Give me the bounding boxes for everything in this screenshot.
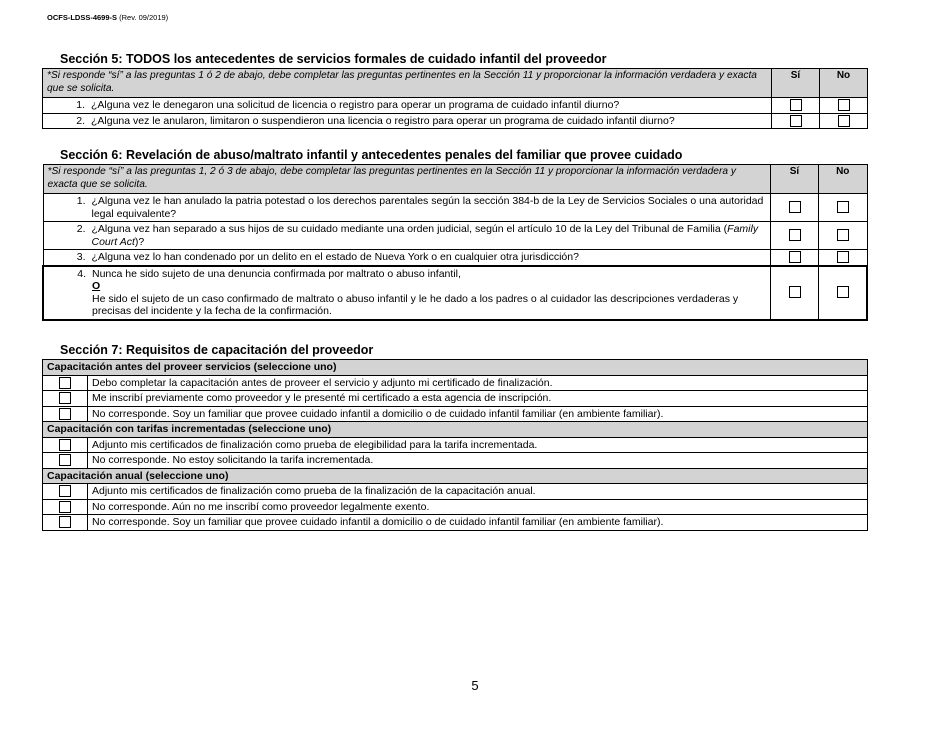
q4-or: O	[92, 280, 101, 292]
section7-table	[42, 359, 868, 531]
question-text-part: )?	[134, 235, 145, 248]
s6q1-no-checkbox[interactable]	[837, 201, 849, 213]
section6-title: Sección 6: Revelación de abuso/maltrato infantil y antecedentes penales del familiar que provee cuidado	[60, 148, 683, 162]
option-checkbox[interactable]	[59, 454, 71, 466]
section6-yes-header: Sí	[771, 165, 819, 194]
form-id	[47, 13, 168, 22]
q4-line2: He sido el sujeto de un caso confirmado de maltrato o abuso infantil y le he dado a los padres o al cuidador las descripciones verdaderas y precisas del incidente y la fecha de la confirmación.	[92, 292, 739, 317]
option-row	[43, 375, 868, 391]
section6-question-1	[43, 194, 867, 222]
option-checkbox[interactable]	[59, 408, 71, 420]
question-number: 4.	[77, 267, 86, 280]
option-text: Me inscribí previamente como proveedor y le presenté mi certificado a esta agencia de inscripción.	[88, 391, 868, 407]
q4-line1: Nunca he sido sujeto de una denuncia confirmada por maltrato o abuso infantil,	[92, 267, 461, 280]
section5-note: *Si responde “sí” a las preguntas 1 ó 2 de abajo, debe completar las preguntas pertinentes en la Sección 11 y proporcionar la información verdadera y exacta que se solicita.	[43, 69, 772, 98]
section6-no-header: No	[819, 165, 868, 194]
question-number: 1.	[76, 195, 86, 207]
section5-title: Sección 5: TODOS los antecedentes de servicios formales de cuidado infantil del proveedor	[60, 52, 607, 66]
group-heading-pre-service: Capacitación antes del proveer servicios (seleccione uno)	[43, 360, 868, 376]
s5q1-yes-checkbox[interactable]	[790, 99, 802, 111]
question-number: 2.	[76, 114, 85, 127]
group-heading-enhanced-rate: Capacitación con tarifas incrementadas (seleccione uno)	[43, 422, 868, 438]
option-row	[43, 499, 868, 515]
s5q2-yes-checkbox[interactable]	[790, 115, 802, 127]
option-text: No corresponde. No estoy solicitando la tarifa incrementada.	[88, 453, 868, 469]
section7-title: Sección 7: Requisitos de capacitación del proveedor	[60, 343, 374, 357]
question-text-part: ¿Alguna vez han separado a sus hijos de su cuidado mediante una orden judicial, según el artículo 10 de la Ley del Tribunal de Familia (	[91, 223, 728, 235]
question-text	[92, 268, 766, 318]
section6-note: *Si responde “sí” a las preguntas 1, 2 ó 3 de abajo, debe completar las preguntas pertinentes en la Sección 11 y proporcionar la información verdadera y exacta que se solicita.	[43, 165, 771, 194]
option-row	[43, 391, 868, 407]
question-text: ¿Alguna vez le denegaron una solicitud de licencia o registro para operar un programa de cuidado infantil diurno?	[91, 99, 620, 111]
section5-no-header: No	[820, 69, 868, 98]
form-code: OCFS-LDSS-4699-S	[47, 13, 118, 22]
group-heading-annual: Capacitación anual (seleccione uno)	[43, 468, 868, 484]
question-text: ¿Alguna vez le anularon, limitaron o suspendieron una licencia o registro para operar un programa de cuidado infantil diurno?	[91, 114, 675, 127]
question-number: 1.	[76, 99, 85, 111]
section6-question-4	[43, 266, 867, 320]
option-text: No corresponde. Soy un familiar que provee cuidado infantil a domicilio o de cuidado infantil familiar (en ambiente familiar).	[88, 406, 868, 422]
section6-question-3	[43, 250, 867, 266]
section5-question-2	[43, 113, 868, 129]
page-number: 5	[471, 678, 479, 693]
question-text	[92, 223, 766, 248]
form-revision: (Rev. 09/2019)	[119, 13, 169, 22]
option-text: Debo completar la capacitación antes de proveer el servicio y adjunto mi certificado de finalización.	[88, 375, 868, 391]
option-text: Adjunto mis certificados de finalización como prueba de la finalización de la capacitación anual.	[88, 484, 868, 500]
option-row	[43, 515, 868, 531]
option-text: No corresponde. Aún no me inscribí como proveedor legalmente exento.	[88, 499, 868, 515]
option-checkbox[interactable]	[59, 392, 71, 404]
section6-table	[42, 164, 868, 321]
section6-question-2	[43, 222, 867, 250]
section5-table	[42, 68, 868, 129]
option-row	[43, 453, 868, 469]
option-text: No corresponde. Soy un familiar que provee cuidado infantil a domicilio o de cuidado infantil familiar (en ambiente familiar).	[88, 515, 868, 531]
option-checkbox[interactable]	[59, 377, 71, 389]
s5q2-no-checkbox[interactable]	[838, 115, 850, 127]
question-number: 2.	[76, 223, 86, 235]
question-text: ¿Alguna vez lo han condenado por un delito en el estado de Nueva York o en cualquier otra jurisdicción?	[91, 251, 579, 263]
option-checkbox[interactable]	[59, 439, 71, 451]
s6q2-no-checkbox[interactable]	[837, 229, 849, 241]
option-checkbox[interactable]	[59, 516, 71, 528]
question-text: ¿Alguna vez le han anulado la patria potestad o los derechos parentales según la sección 384-b de la Ley de Servicios Sociales o una autoridad legal equivalente?	[91, 195, 764, 220]
section5-yes-header: Sí	[772, 69, 820, 98]
s6q4-no-checkbox[interactable]	[837, 286, 849, 298]
option-checkbox[interactable]	[59, 485, 71, 497]
s6q2-yes-checkbox[interactable]	[789, 229, 801, 241]
option-text: Adjunto mis certificados de finalización como prueba de elegibilidad para la tarifa incrementada.	[88, 437, 868, 453]
family-court-act: Family Court Act	[91, 223, 759, 248]
s6q3-no-checkbox[interactable]	[837, 251, 849, 263]
s5q1-no-checkbox[interactable]	[838, 99, 850, 111]
s6q4-yes-checkbox[interactable]	[789, 286, 801, 298]
s6q3-yes-checkbox[interactable]	[789, 251, 801, 263]
section5-question-1	[43, 98, 868, 114]
option-checkbox[interactable]	[59, 501, 71, 513]
question-number: 3.	[76, 251, 86, 263]
option-row	[43, 437, 868, 453]
option-row	[43, 484, 868, 500]
option-row	[43, 406, 868, 422]
s6q1-yes-checkbox[interactable]	[789, 201, 801, 213]
